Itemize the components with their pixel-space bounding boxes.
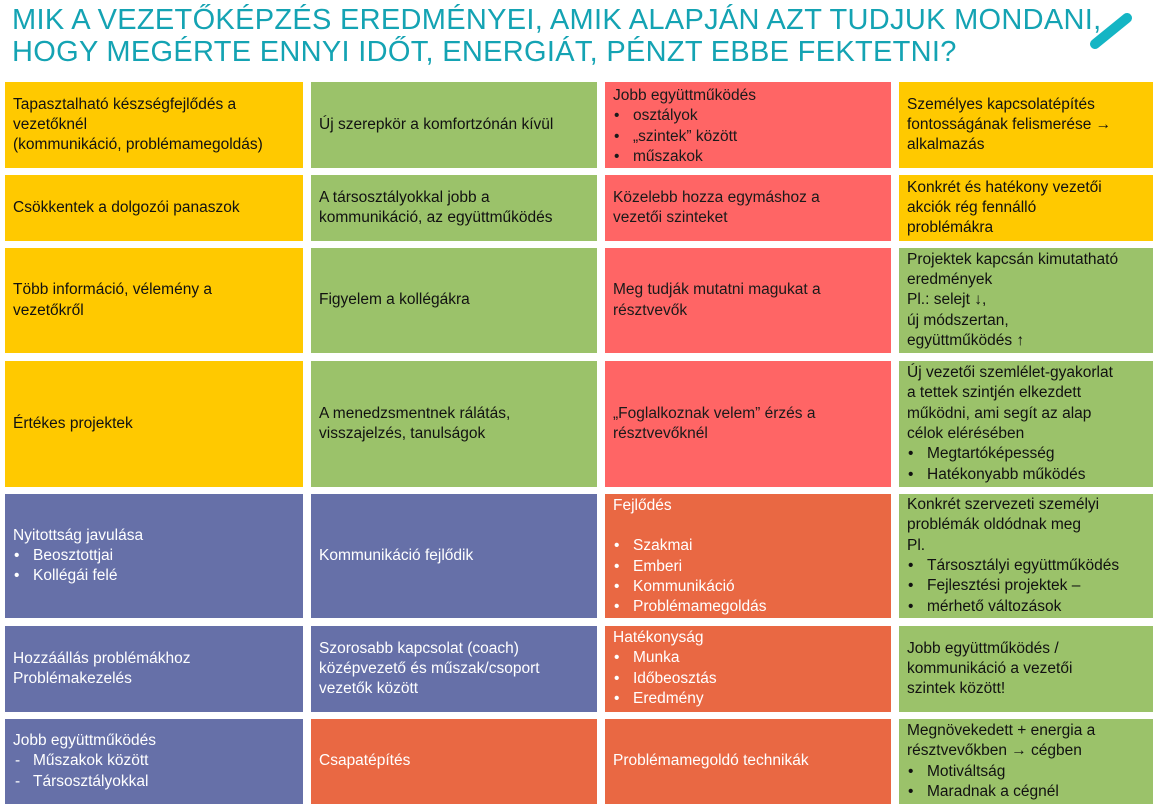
text-line: Pl.	[907, 536, 926, 554]
bullet-list	[613, 536, 883, 617]
list-item: • Munka	[613, 648, 883, 668]
text-line: a tettek szintjén elkezdett	[907, 384, 1082, 402]
bullet-list	[907, 762, 1145, 803]
cell-r5-c4	[899, 494, 1153, 618]
results-grid	[5, 82, 1153, 804]
cell-heading: Fejlődés	[613, 497, 672, 514]
text-line: A társosztályokkal jobb a	[319, 188, 490, 206]
cell-r2-c3	[605, 175, 891, 241]
text-line: középvezető és műszak/csoport	[319, 659, 540, 677]
cell-r5-c2	[311, 494, 597, 618]
text-line: problémák oldódnak meg	[907, 516, 1082, 534]
text-line: Jobb együttműködés /	[907, 639, 1059, 657]
list-item: - Műszakok között	[13, 751, 295, 771]
text-line: vezetőkről	[13, 301, 84, 319]
slash-decoration-icon	[1085, 10, 1156, 50]
bullet-list	[613, 106, 883, 167]
cell-r3-c4	[899, 248, 1153, 353]
text-line: résztvevőknél	[613, 425, 708, 442]
cell-heading: Hatékonyság	[613, 629, 704, 646]
text-line: „Foglalkoznak velem” érzés a	[613, 404, 816, 422]
text-line: Figyelem a kollégákra	[319, 291, 470, 309]
text-line: Új szerepkör a komfortzónán kívül	[319, 115, 554, 133]
cell-r2-c4	[899, 175, 1153, 241]
cell-r4-c4	[899, 361, 1153, 487]
list-item: • Kollégái felé	[13, 566, 295, 586]
cell-r2-c2	[311, 175, 597, 241]
cell-r6-c2	[311, 626, 597, 712]
cell-r6-c1	[5, 626, 303, 712]
text-line: Konkrét és hatékony vezetői	[907, 178, 1102, 196]
cell-r7-c3	[605, 719, 891, 804]
text-line: alkalmazás	[907, 136, 985, 154]
cell-r5-c1	[5, 494, 303, 618]
list-item: • Maradnak a cégnél	[907, 782, 1145, 802]
list-item: • műszakok	[613, 147, 883, 167]
list-item: • Megtartóképesség	[907, 444, 1145, 464]
cell-r6-c3	[605, 626, 891, 712]
text-line: résztvevők	[613, 301, 688, 319]
text-line: eredmények	[907, 271, 993, 289]
text-line: Új vezetői szemlélet-gyakorlat	[907, 364, 1113, 382]
list-item: • „szintek” között	[613, 127, 883, 147]
text-line: problémákra	[907, 219, 994, 237]
cell-r6-c4	[899, 626, 1153, 712]
text-line: célok elérésében	[907, 425, 1025, 442]
text-line: kommunikáció a vezetői	[907, 659, 1073, 677]
text-line: Problémakezelés	[13, 670, 132, 687]
list-item: • Beosztottjai	[13, 546, 295, 566]
text-line: Személyes kapcsolatépítés	[907, 95, 1095, 113]
bullet-list	[907, 556, 1145, 617]
list-item: • Fejlesztési projektek –	[907, 576, 1145, 596]
cell-r1-c2	[311, 82, 597, 168]
bullet-list	[613, 648, 883, 709]
list-item: • Kommunikáció	[613, 577, 883, 597]
text-line: Tapasztalható készségfejlődés a	[13, 95, 237, 113]
cell-heading: Jobb együttműködés	[13, 732, 157, 750]
dash-list	[13, 751, 295, 792]
text-line: működni, ami segít az alap	[907, 404, 1092, 422]
list-item: • Szakmai	[613, 536, 883, 556]
text-line: új módszertan,	[907, 311, 1009, 329]
text-line: (kommunikáció, problémamegoldás)	[13, 136, 263, 154]
title-line-2: HOGY MEGÉRTE ENNYI IDŐT, ENERGIÁT, PÉNZT EBBE FEKTETNI?	[12, 36, 957, 68]
text-line: vezetőknél	[13, 115, 88, 133]
cell-r2-c1	[5, 175, 303, 241]
list-item: • Emberi	[613, 557, 883, 577]
text-line: együttműködés ↑	[907, 331, 1025, 349]
text-line: szintek között!	[907, 680, 1006, 698]
text-line: Közelebb hozza egymáshoz a	[613, 188, 820, 206]
text-line: Hozzáállás problémákhoz	[13, 649, 191, 667]
cell-r4-c1	[5, 361, 303, 487]
text-line: vezetői szinteket	[613, 209, 728, 226]
cell-r7-c2	[311, 719, 597, 804]
text-line: Szorosabb kapcsolat (coach)	[319, 639, 519, 657]
text-line: Több információ, vélemény a	[13, 281, 213, 299]
text-line: Értékes projektek	[13, 414, 133, 432]
text-line: A menedzsmentnek rálátás,	[319, 404, 511, 422]
text-line: Csapatépítés	[319, 752, 411, 770]
list-item: • Hatékonyabb működés	[907, 465, 1145, 485]
text-line: Pl.: selejt ↓,	[907, 291, 987, 309]
cell-r7-c4	[899, 719, 1153, 804]
text-line: Meg tudják mutatni magukat a	[613, 281, 821, 299]
cell-r4-c3	[605, 361, 891, 487]
text-line: Konkrét szervezeti személyi	[907, 496, 1100, 514]
text-line: visszajelzés, tanulságok	[319, 425, 486, 442]
cell-r1-c1	[5, 82, 303, 168]
list-item: - Társosztályokkal	[13, 772, 295, 792]
text-line: Kommunikáció fejlődik	[319, 546, 474, 564]
text-line: Csökkentek a dolgozói panaszok	[13, 198, 240, 216]
cell-heading: Jobb együttműködés	[613, 87, 757, 104]
text-line: Projektek kapcsán kimutatható	[907, 250, 1119, 268]
list-item: • Társosztályi együttműködés	[907, 556, 1145, 576]
text-line: résztvevőkben → cégben	[907, 742, 1082, 760]
list-item: • osztályok	[613, 106, 883, 126]
cell-r3-c3	[605, 248, 891, 353]
cell-heading: Nyitottság javulása	[13, 526, 144, 544]
text-line: vezetők között	[319, 680, 419, 698]
text-line: fontosságának felismerése →	[907, 115, 1112, 133]
cell-r1-c3	[605, 82, 891, 168]
list-item: • Eredmény	[613, 689, 883, 709]
cell-r5-c3	[605, 494, 891, 618]
text-line: Problémamegoldó technikák	[613, 752, 809, 770]
title-line-1: MIK A VEZETŐKÉPZÉS EREDMÉNYEI, AMIK ALAPJÁN AZT TUDJUK MONDANI,	[12, 4, 1102, 36]
list-item-text: mérhető változások	[927, 597, 1062, 615]
list-item-continuation	[907, 597, 1145, 617]
text-line: akciók rég fennálló	[907, 198, 1037, 216]
spacer	[613, 516, 883, 536]
list-item: • Motiváltság	[907, 762, 1145, 782]
text-line: kommunikáció, az együttműködés	[319, 209, 553, 226]
list-item: • Problémamegoldás	[613, 597, 883, 617]
bullet-list	[907, 444, 1145, 485]
cell-r3-c1	[5, 248, 303, 353]
cell-r4-c2	[311, 361, 597, 487]
text-line: Megnövekedett + energia a	[907, 721, 1096, 739]
cell-r3-c2	[311, 248, 597, 353]
page-title	[12, 4, 1102, 68]
bullet-list	[13, 546, 295, 587]
list-item: • Időbeosztás	[613, 669, 883, 689]
cell-r7-c1	[5, 719, 303, 804]
cell-r1-c4	[899, 82, 1153, 168]
